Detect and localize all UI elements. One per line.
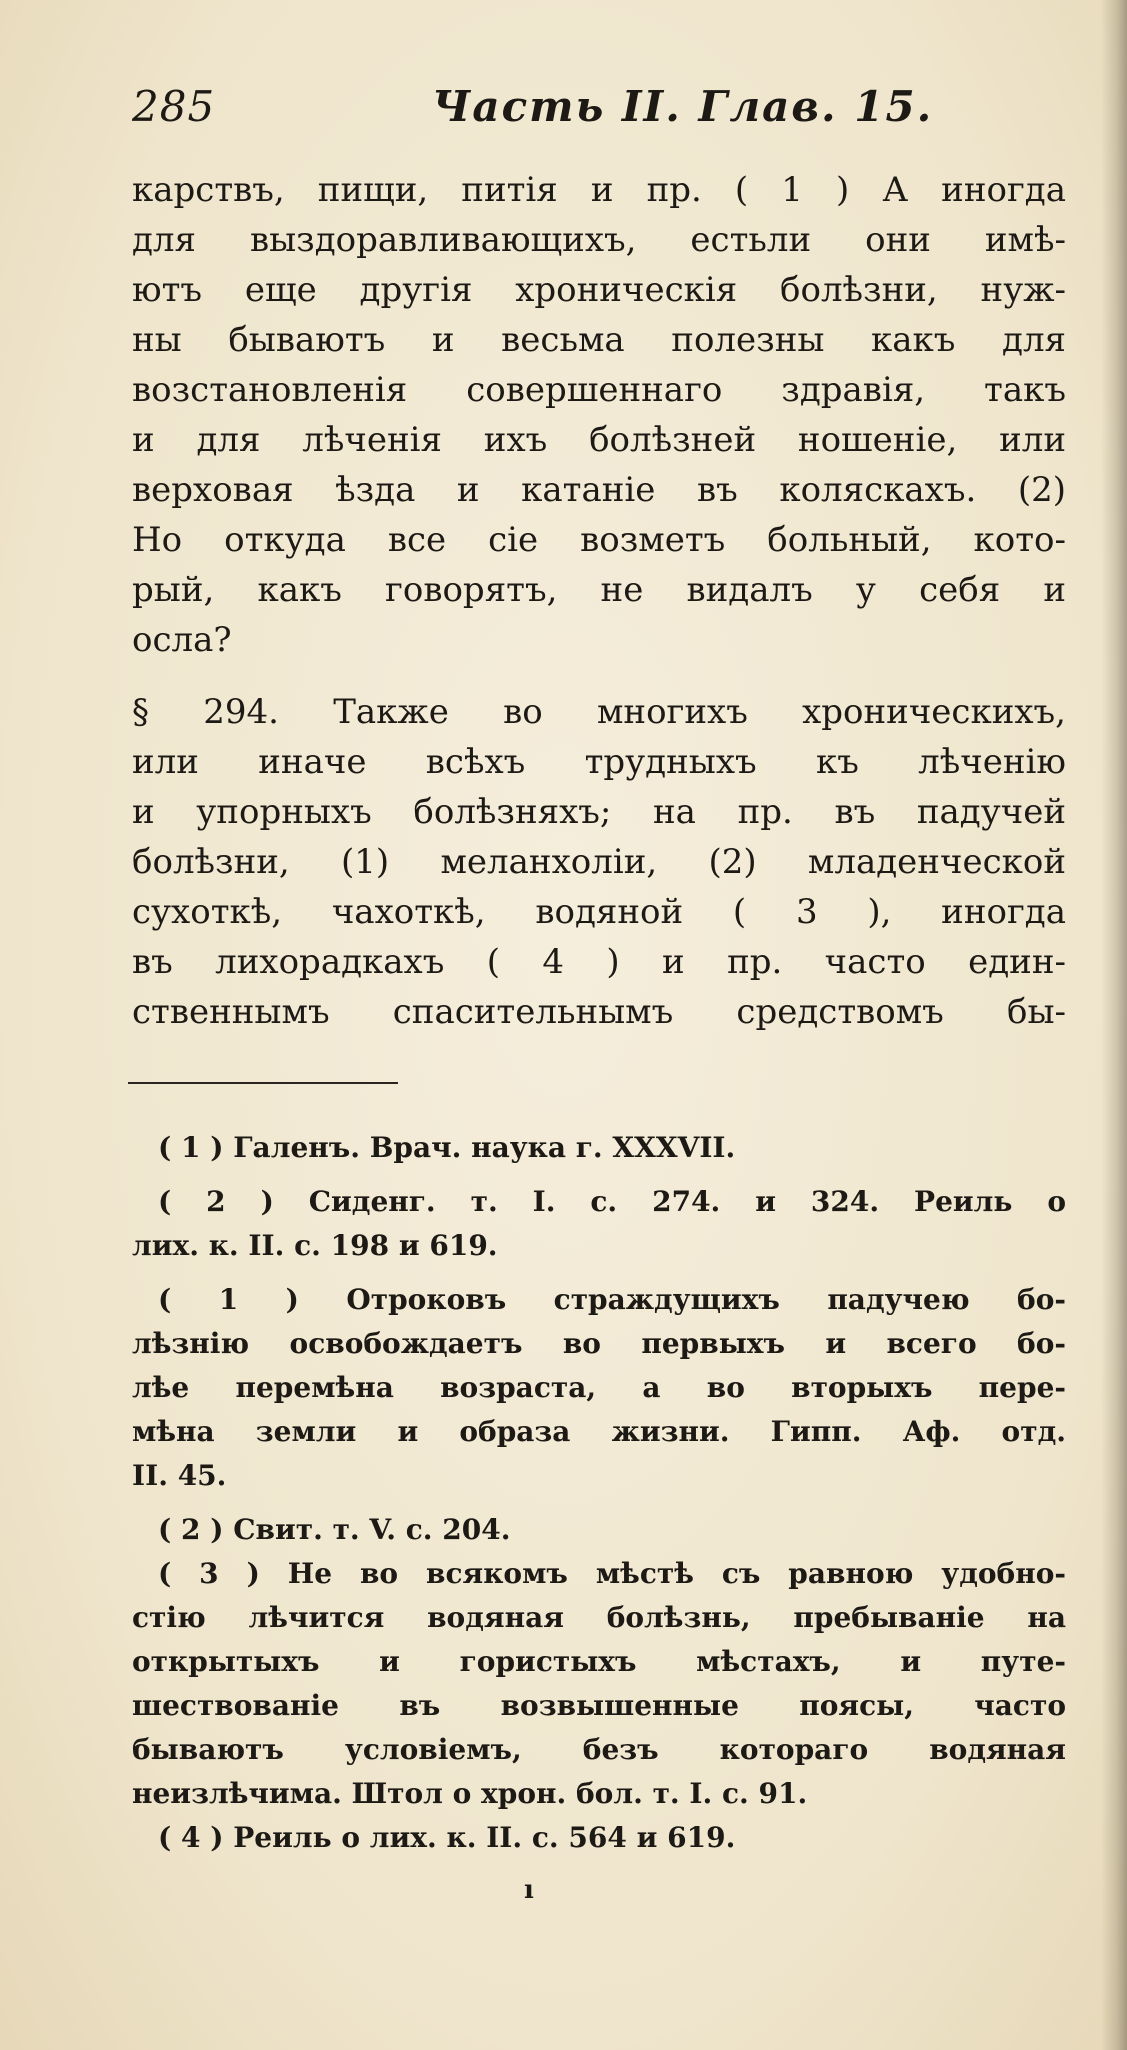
footnote-line: ( 1 ) Отроковъ страждущихъ падучею бо-: [158, 1283, 1066, 1316]
footnote-line: ( 4 ) Реиль о лих. к. II. с. 564 и 619.: [158, 1821, 736, 1854]
footnote-line: ( 2 ) Сиденг. т. I. с. 274. и 324. Реиль о: [158, 1185, 1066, 1218]
footnote-line: шествованіе въ возвышенные поясы, часто: [132, 1689, 1066, 1722]
footnote-line: открытыхъ и гористыхъ мѣстахъ, и путе-: [132, 1645, 1066, 1678]
footnote-line: неизлѣчима. Штол о хрон. бол. т. I. с. 91.: [132, 1777, 808, 1810]
text-line: и упорныхъ болѣзняхъ; на пр. въ падучей: [132, 792, 1066, 832]
printer-mark: ı: [524, 1875, 534, 1905]
text-line: болѣзни, (1) меланхоліи, (2) младенческой: [132, 842, 1066, 882]
text-line: карствъ, пищи, питія и пр. ( 1 ) А иногда: [132, 170, 1066, 210]
text-line: сухоткѣ, чахоткѣ, водяной ( 3 ), иногда: [132, 892, 1066, 932]
main-text: [132, 165, 1066, 1037]
text-line: верховая ѣзда и катаніе въ коляскахъ. (2): [132, 470, 1066, 510]
footnote-line: лѣе перемѣна возраста, а во вторыхъ пере-: [132, 1371, 1066, 1404]
page-edge-shadow: [1101, 0, 1127, 2050]
text-line: ютъ еще другія хроническія болѣзни, нуж-: [132, 270, 1066, 310]
footnotes: [132, 1126, 1066, 1860]
running-head: Часть II. Глав. 15.: [432, 82, 934, 131]
footnote-line: лих. к. II. с. 198 и 619.: [132, 1229, 498, 1262]
text-line: осла?: [132, 620, 232, 660]
text-line: или иначе всѣхъ трудныхъ къ лѣченію: [132, 742, 1066, 782]
text-line: Но откуда все сіе возметъ больный, кото-: [132, 520, 1066, 560]
text-line: ственнымъ спасительнымъ средствомъ бы-: [132, 992, 1066, 1032]
footnote-line: стію лѣчится водяная болѣзнь, пребываніе на: [132, 1601, 1066, 1634]
footnote-line: ( 1 ) Галенъ. Врач. наука г. XXXVII.: [158, 1131, 736, 1164]
footnote-line: II. 45.: [132, 1459, 227, 1492]
paragraph-start: § 294. Также во многихъ хроническихъ,: [132, 692, 1066, 732]
page-number: 285: [132, 82, 216, 131]
text-line: для выздоравливающихъ, естьли они имѣ-: [132, 220, 1066, 260]
footnote-line: ( 2 ) Свит. т. V. с. 204.: [158, 1513, 511, 1546]
footnote-line: бываютъ условіемъ, безъ котораго водяная: [132, 1733, 1066, 1766]
footnote-line: мѣна земли и образа жизни. Гипп. Аф. отд.: [132, 1415, 1066, 1448]
page-header: [132, 82, 934, 142]
text-line: ны бываютъ и весьма полезны какъ для: [132, 320, 1066, 360]
text-line: возстановленія совершеннаго здравія, такъ: [132, 370, 1066, 410]
footnote-line: ( 3 ) Не во всякомъ мѣстѣ съ равною удобно-: [158, 1557, 1066, 1590]
text-line: въ лихорадкахъ ( 4 ) и пр. часто един-: [132, 942, 1066, 982]
text-line: рый, какъ говорятъ, не видалъ у себя и: [132, 570, 1066, 610]
footnote-line: лѣзнію освобождаетъ во первыхъ и всего бо-: [132, 1327, 1066, 1360]
footnote-separator: [128, 1082, 398, 1084]
text-line: и для лѣченія ихъ болѣзней ношеніе, или: [132, 420, 1066, 460]
